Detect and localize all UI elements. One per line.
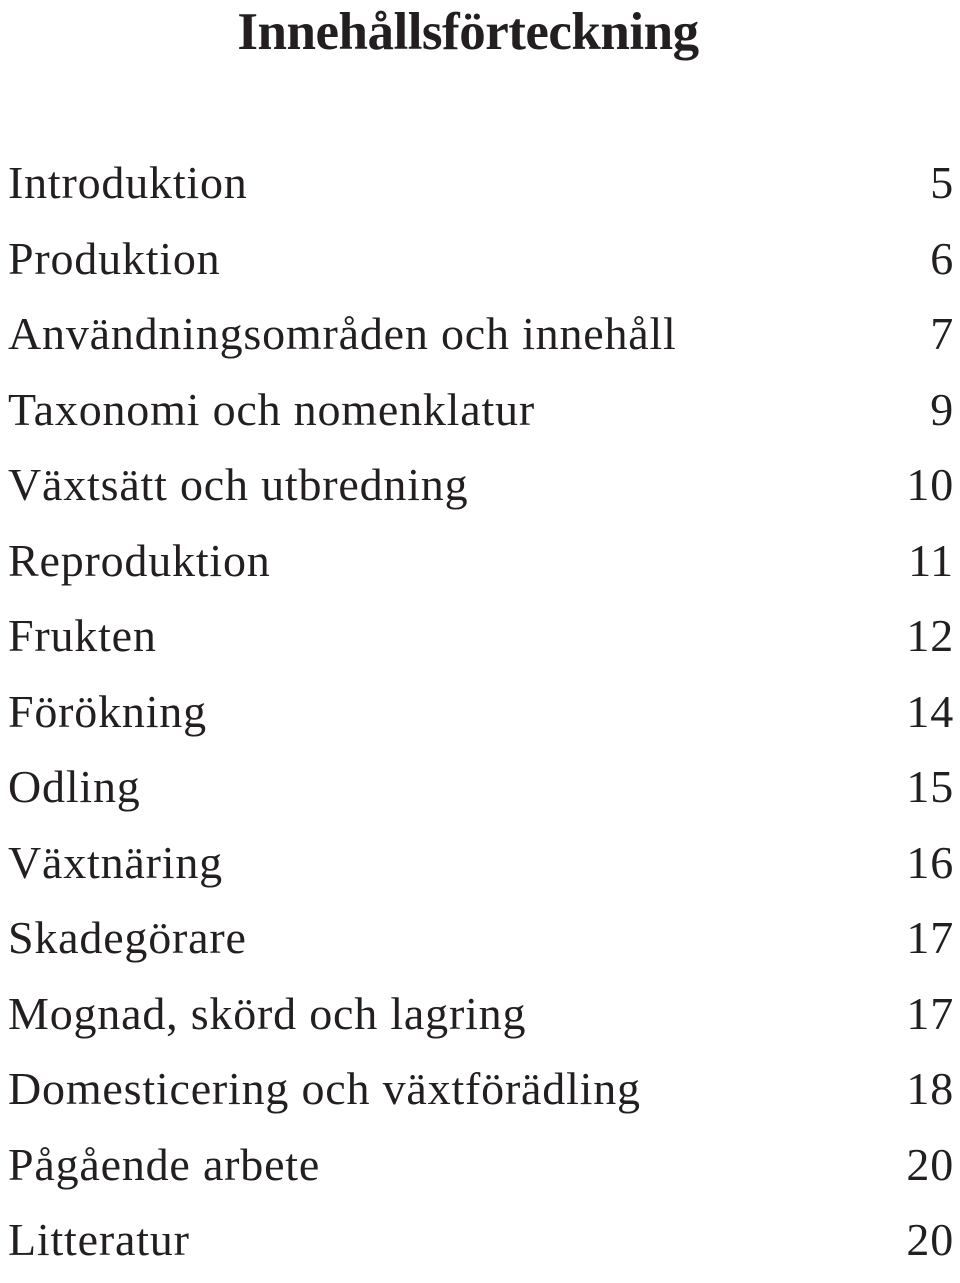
toc-entry (8, 301, 954, 377)
toc-entry-label: Produktion (8, 232, 221, 284)
toc-entry-label: Växtnäring (8, 836, 223, 888)
toc-entry-label: Reproduktion (8, 534, 271, 586)
toc-entry (8, 679, 954, 755)
toc-entry-page-number: 17 (906, 987, 954, 1039)
toc-entry-page-number: 18 (906, 1063, 954, 1114)
toc-entry-page-number: 6 (930, 232, 954, 284)
toc-entry (8, 1132, 954, 1208)
toc-entry-page-number: 20 (906, 1214, 954, 1265)
toc-entry-page-number: 20 (906, 1138, 954, 1190)
toc-entry-page-number: 11 (908, 534, 954, 586)
toc-entry-label: Skadegörare (8, 912, 247, 963)
toc-entry (8, 830, 954, 906)
toc-entry-label: Växtsätt och utbredning (8, 459, 469, 510)
toc-entry-page-number: 7 (930, 308, 954, 359)
toc-entry-page-number: 17 (906, 912, 954, 963)
toc-entry-label: Litteratur (8, 1214, 190, 1265)
toc-entry-label: Användningsområden och innehåll (8, 308, 677, 359)
toc-entry-page-number: 15 (906, 761, 954, 812)
toc-entry (8, 1207, 954, 1283)
toc-entry-label: Mognad, skörd och lagring (8, 987, 527, 1039)
toc-entry (8, 905, 954, 981)
toc-entry-page-number: 14 (906, 685, 954, 737)
toc-entry-page-number: 9 (930, 383, 954, 435)
toc-entry (8, 1056, 954, 1132)
toc-entry (8, 377, 954, 453)
toc-entry-label: Pågående arbete (8, 1138, 321, 1190)
toc-entry (8, 603, 954, 679)
toc-entry (8, 452, 954, 528)
toc-entry-label: Frukten (8, 610, 157, 661)
toc-entry (8, 150, 954, 226)
toc-entry-page-number: 12 (906, 610, 954, 661)
toc-entry-label: Taxonomi och nomenklatur (8, 383, 535, 435)
toc-entry-label: Odling (8, 761, 141, 812)
toc-entry-page-number: 10 (906, 459, 954, 510)
toc-entry-page-number: 16 (906, 836, 954, 888)
toc-entry (8, 528, 954, 604)
toc-list (8, 150, 954, 1283)
toc-entry (8, 981, 954, 1057)
toc-entry (8, 226, 954, 302)
toc-entry (8, 754, 954, 830)
page-title: Innehållsförteckning (237, 3, 699, 61)
toc-entry-label: Introduktion (8, 157, 248, 208)
toc-entry-label: Domesticering och växtförädling (8, 1063, 641, 1114)
toc-entry-page-number: 5 (930, 157, 954, 208)
toc-entry-label: Förökning (8, 685, 207, 737)
